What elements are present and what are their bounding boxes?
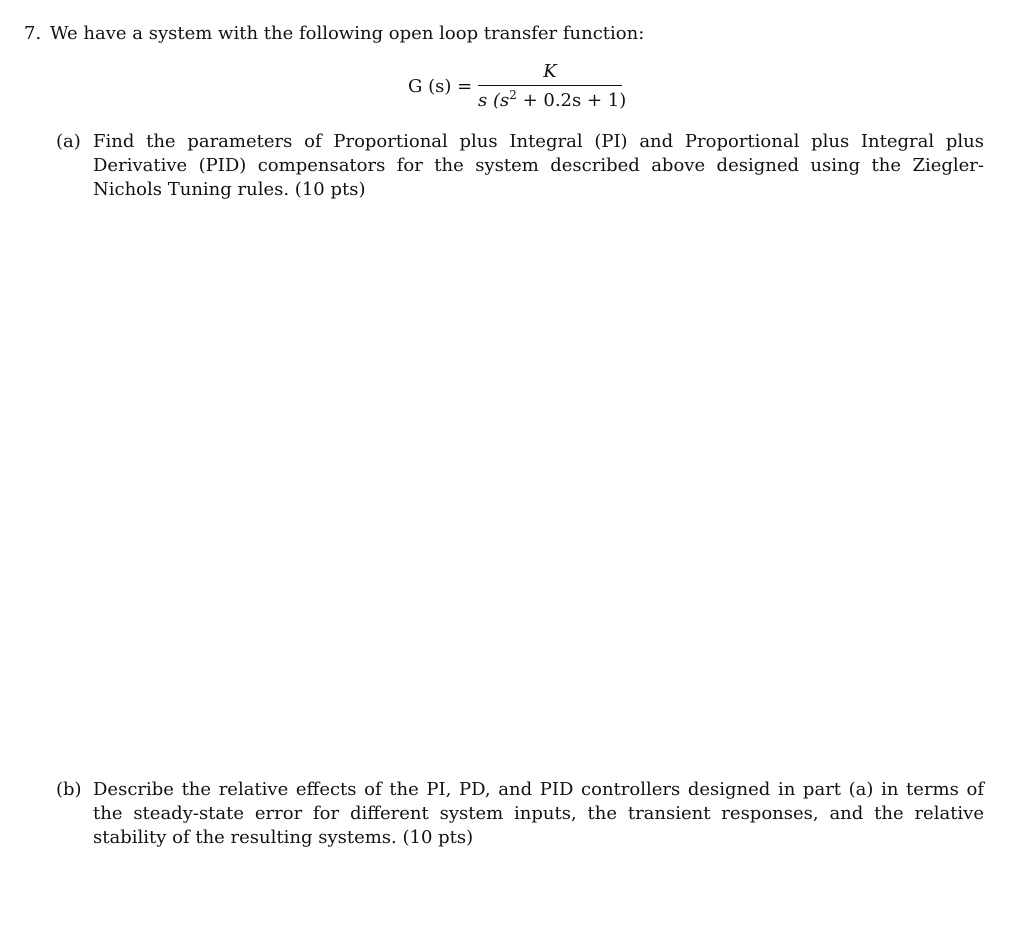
equation-lhs: G (s) = xyxy=(408,76,473,97)
part-b-text: Describe the relative effects of the PI, PD, and PID controllers designed in part (a) in terms of the steady-state error for different system inputs, the transient responses, and the relative stability of the resulting systems. (10 pts) xyxy=(93,779,984,848)
part-a-text: Find the parameters of Proportional plus Integral (PI) and Proportional plus Integral plus Derivative (PID) compensators for the system described above designed using the Ziegler-Nichols Tuning rules. (10 pts) xyxy=(93,131,984,200)
equation-fraction xyxy=(478,60,627,113)
part-b xyxy=(56,778,984,850)
denominator-prefix: s (s xyxy=(478,90,510,111)
equation-numerator: K xyxy=(543,61,557,82)
question-number: 7. xyxy=(24,23,42,44)
question-text: We have a system with the following open loop transfer function: xyxy=(50,23,645,44)
denominator-suffix: + 0.2s + 1) xyxy=(516,90,627,111)
question-statement xyxy=(24,22,644,46)
equation-denominator xyxy=(478,88,627,113)
part-b-label: (b) xyxy=(56,779,82,800)
fraction-bar xyxy=(478,85,622,86)
part-a xyxy=(56,130,984,202)
part-a-label: (a) xyxy=(56,131,81,152)
denominator-exponent: 2 xyxy=(509,88,517,102)
